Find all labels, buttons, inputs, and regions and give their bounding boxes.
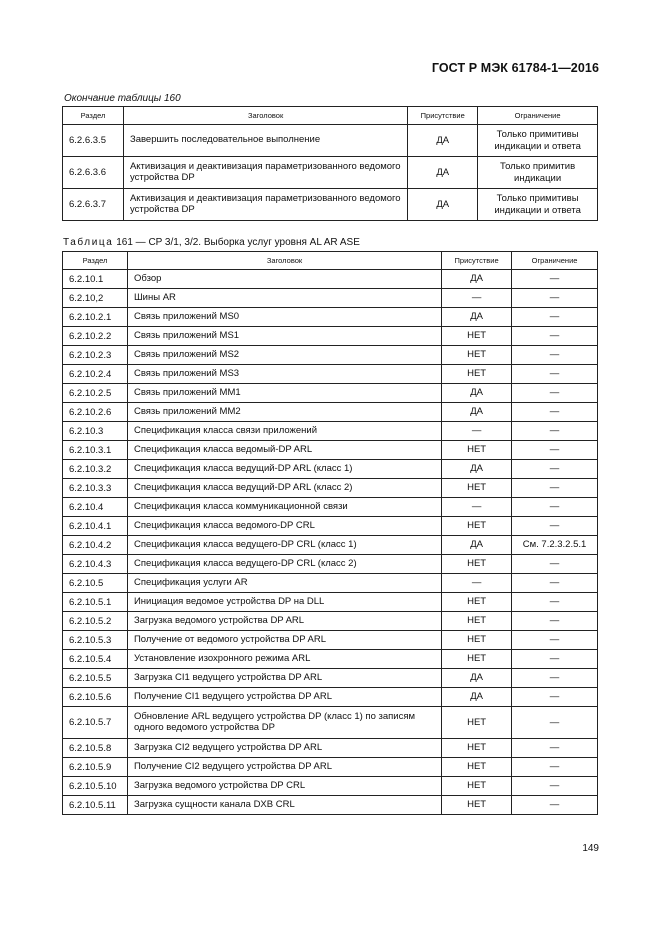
limitation-cell: — [512,669,598,688]
presence-cell: НЕТ [442,327,512,346]
presence-cell: ДА [408,125,478,157]
section-cell: 6.2.10.3.2 [63,460,128,479]
limitation-cell: — [512,403,598,422]
title-cell: Связь приложений MS1 [127,327,441,346]
table-row [63,612,598,631]
table-row [63,308,598,327]
section-cell: 6.2.10.5.5 [63,669,128,688]
title-cell: Обзор [127,270,441,289]
table-row [63,157,598,189]
limitation-cell: См. 7.2.3.2.5.1 [512,536,598,555]
presence-cell: НЕТ [442,612,512,631]
table-row [63,270,598,289]
limitation-cell: — [512,365,598,384]
table-row [63,441,598,460]
title-cell: Активизация и деактивизация параметризованного ведомого устройства DP [123,157,407,189]
presence-cell: НЕТ [442,365,512,384]
presence-cell: НЕТ [442,346,512,365]
presence-cell: ДА [442,669,512,688]
limitation-cell: — [512,650,598,669]
limitation-cell: — [512,574,598,593]
title-cell: Загрузка CI2 ведущего устройства DP ARL [127,739,441,758]
limitation-cell: Только примитивы индикации и ответа [478,125,598,157]
section-cell: 6.2.10.5.2 [63,612,128,631]
table-row [63,536,598,555]
presence-cell: ДА [442,384,512,403]
table-row [63,555,598,574]
limitation-cell: — [512,555,598,574]
title-cell: Обновление ARL ведущего устройства DP (класс 1) по записям одного ведомого устройства DP [127,707,441,739]
limitation-cell: — [512,289,598,308]
title-cell: Связь приложений MS0 [127,308,441,327]
table-row [63,125,598,157]
table-row [63,365,598,384]
table-row [63,707,598,739]
table-row [63,289,598,308]
table-row [63,631,598,650]
title-cell: Связь приложений MS2 [127,346,441,365]
page-number: 149 [582,843,599,854]
limitation-cell: — [512,384,598,403]
section-cell: 6.2.10.5.10 [63,777,128,796]
presence-cell: ДА [442,270,512,289]
title-cell: Получение CI2 ведущего устройства DP ARL [127,758,441,777]
title-cell: Связь приложений MM2 [127,403,441,422]
presence-cell: — [442,422,512,441]
presence-cell: НЕТ [442,593,512,612]
table-row [63,574,598,593]
section-cell: 6.2.10.2.6 [63,403,128,422]
limitation-cell: — [512,479,598,498]
title-cell: Шины AR [127,289,441,308]
table-row [63,346,598,365]
table-row [63,517,598,536]
limitation-cell: — [512,739,598,758]
title-cell: Получение от ведомого устройства DP ARL [127,631,441,650]
section-cell: 6.2.10.3.3 [63,479,128,498]
column-header-title: Заголовок [127,252,441,270]
section-cell: 6.2.10.5.11 [63,796,128,815]
section-cell: 6.2.6.3.7 [63,189,124,221]
limitation-cell: Только примитив индикации [478,157,598,189]
section-cell: 6.2.10.2.2 [63,327,128,346]
section-cell: 6.2.10.2.4 [63,365,128,384]
title-cell: Спецификация класса связи приложений [127,422,441,441]
table-row [63,327,598,346]
table-row [63,796,598,815]
presence-cell: НЕТ [442,517,512,536]
column-header-limitation: Ограничение [478,107,598,125]
presence-cell: НЕТ [442,707,512,739]
title-cell: Активизация и деактивизация параметризованного ведомого устройства DP [123,189,407,221]
table-row [63,688,598,707]
table-row [63,189,598,221]
section-cell: 6.2.10,2 [63,289,128,308]
table-row [63,593,598,612]
presence-cell: НЕТ [442,479,512,498]
limitation-cell: — [512,688,598,707]
limitation-cell: — [512,593,598,612]
limitation-cell: — [512,707,598,739]
section-cell: 6.2.10.2.1 [63,308,128,327]
presence-cell: ДА [408,157,478,189]
table-row [63,777,598,796]
table-row [63,422,598,441]
section-cell: 6.2.6.3.5 [63,125,124,157]
title-cell: Спецификация услуги AR [127,574,441,593]
section-cell: 6.2.10.3.1 [63,441,128,460]
table-161-caption-label: Таблица [63,237,114,248]
limitation-cell: — [512,517,598,536]
title-cell: Загрузка сущности канала DXB CRL [127,796,441,815]
limitation-cell: — [512,777,598,796]
presence-cell: НЕТ [442,441,512,460]
limitation-cell: — [512,796,598,815]
title-cell: Завершить последовательное выполнение [123,125,407,157]
table-row [63,650,598,669]
title-cell: Спецификация класса ведущего-DP CRL (класс 2) [127,555,441,574]
section-cell: 6.2.10.5.9 [63,758,128,777]
presence-cell: НЕТ [442,758,512,777]
column-header-section: Раздел [63,107,124,125]
presence-cell: — [442,574,512,593]
title-cell: Загрузка CI1 ведущего устройства DP ARL [127,669,441,688]
section-cell: 6.2.10.3 [63,422,128,441]
presence-cell: НЕТ [442,739,512,758]
section-cell: 6.2.10.4.1 [63,517,128,536]
presence-cell: НЕТ [442,555,512,574]
document-header: ГОСТ Р МЭК 61784-1—2016 [431,61,599,75]
section-cell: 6.2.10.4.2 [63,536,128,555]
section-cell: 6.2.10.5.3 [63,631,128,650]
limitation-cell: — [512,631,598,650]
section-cell: 6.2.10.5.4 [63,650,128,669]
limitation-cell: — [512,612,598,631]
presence-cell: НЕТ [442,631,512,650]
section-cell: 6.2.6.3.6 [63,157,124,189]
table-row [63,479,598,498]
table-160 [62,106,598,221]
title-cell: Спецификация класса ведомый-DP ARL [127,441,441,460]
title-cell: Установление изохронного режима ARL [127,650,441,669]
section-cell: 6.2.10.1 [63,270,128,289]
presence-cell: НЕТ [442,777,512,796]
title-cell: Спецификация класса коммуникационной связи [127,498,441,517]
title-cell: Загрузка ведомого устройства DP ARL [127,612,441,631]
table-row [63,758,598,777]
section-cell: 6.2.10.4 [63,498,128,517]
presence-cell: ДА [442,460,512,479]
title-cell: Спецификация класса ведущий-DP ARL (класс 1) [127,460,441,479]
title-cell: Спецификация класса ведомого-DP CRL [127,517,441,536]
title-cell: Связь приложений MM1 [127,384,441,403]
column-header-title: Заголовок [123,107,407,125]
section-cell: 6.2.10.5.6 [63,688,128,707]
presence-cell: НЕТ [442,796,512,815]
limitation-cell: — [512,308,598,327]
title-cell: Спецификация класса ведущий-DP ARL (класс 2) [127,479,441,498]
title-cell: Связь приложений MS3 [127,365,441,384]
title-cell: Получение CI1 ведущего устройства DP ARL [127,688,441,707]
table-160-caption: Окончание таблицы 160 [64,93,181,104]
table-row [63,739,598,758]
table-header-row [63,107,598,125]
section-cell: 6.2.10.2.5 [63,384,128,403]
limitation-cell: — [512,327,598,346]
presence-cell: ДА [442,403,512,422]
presence-cell: — [442,498,512,517]
table-row [63,403,598,422]
limitation-cell: — [512,758,598,777]
table-161 [62,251,598,815]
presence-cell: — [442,289,512,308]
column-header-limitation: Ограничение [512,252,598,270]
limitation-cell: Только примитивы индикации и ответа [478,189,598,221]
limitation-cell: — [512,422,598,441]
table-header-row [63,252,598,270]
title-cell: Инициация ведомое устройства DP на DLL [127,593,441,612]
title-cell: Загрузка ведомого устройства DP CRL [127,777,441,796]
table-row [63,460,598,479]
section-cell: 6.2.10.5.1 [63,593,128,612]
section-cell: 6.2.10.5.7 [63,707,128,739]
column-header-section: Раздел [63,252,128,270]
presence-cell: ДА [442,688,512,707]
limitation-cell: — [512,460,598,479]
table-161-caption [63,237,360,248]
presence-cell: ДА [442,308,512,327]
table-row [63,498,598,517]
title-cell: Спецификация класса ведущего-DP CRL (класс 1) [127,536,441,555]
presence-cell: НЕТ [442,650,512,669]
limitation-cell: — [512,498,598,517]
limitation-cell: — [512,270,598,289]
limitation-cell: — [512,346,598,365]
presence-cell: ДА [408,189,478,221]
column-header-presence: Присутствие [408,107,478,125]
column-header-presence: Присутствие [442,252,512,270]
section-cell: 6.2.10.2.3 [63,346,128,365]
table-row [63,384,598,403]
section-cell: 6.2.10.4.3 [63,555,128,574]
table-161-caption-text: 161 — CP 3/1, 3/2. Выборка услуг уровня AL AR ASE [116,237,360,248]
section-cell: 6.2.10.5 [63,574,128,593]
limitation-cell: — [512,441,598,460]
presence-cell: ДА [442,536,512,555]
table-row [63,669,598,688]
section-cell: 6.2.10.5.8 [63,739,128,758]
